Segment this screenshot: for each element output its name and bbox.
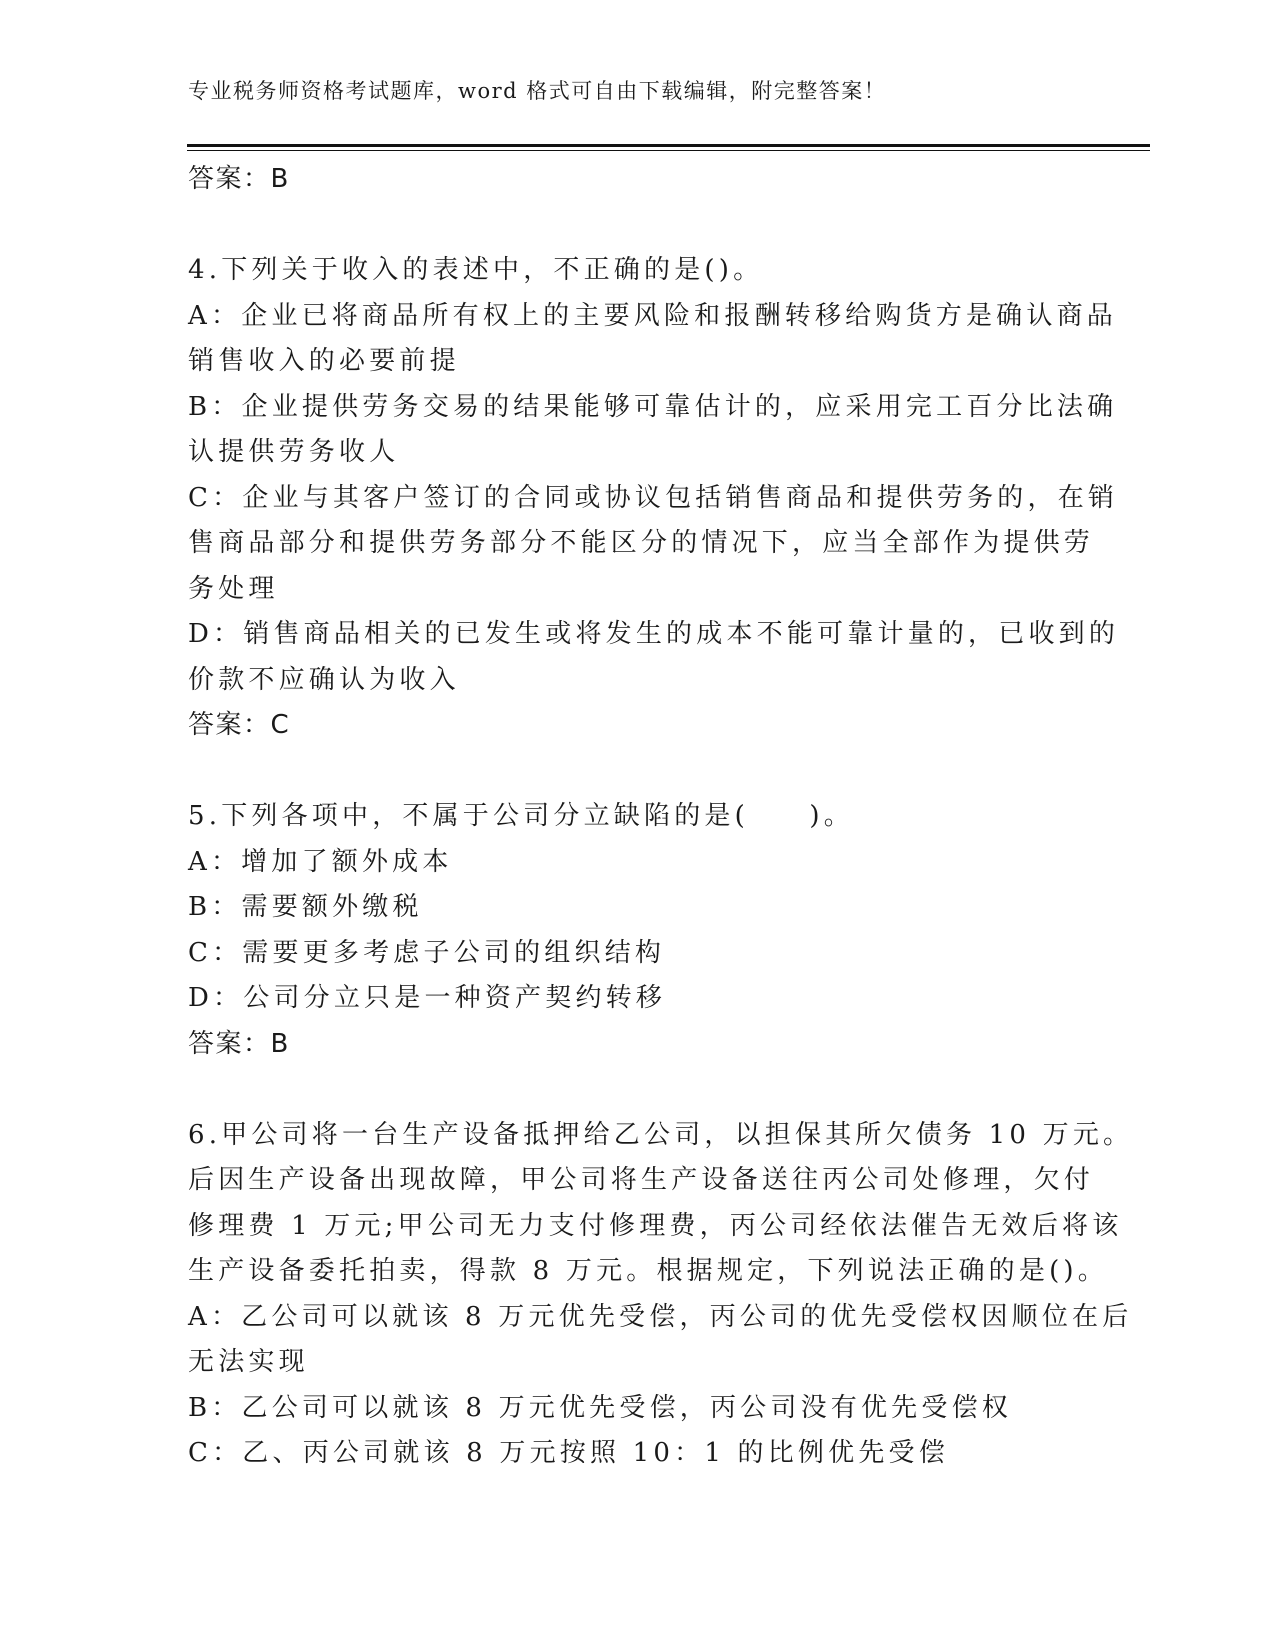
q5-option-d: D：公司分立只是一种资产契约转移 xyxy=(188,983,667,1013)
question-content xyxy=(188,157,1134,1477)
q4-option-b-line2: 认提供劳务收人 xyxy=(188,437,400,467)
q6-stem-line4: 生产设备委托拍卖，得款 8 万元。根据规定，下列说法正确的是()。 xyxy=(188,1256,1108,1286)
q5-option-b: B：需要额外缴税 xyxy=(188,892,423,922)
q4-option-a-line1: A：企业已将商品所有权上的主要风险和报酬转移给购货方是确认商品 xyxy=(188,300,1117,331)
q5-option-c: C：需要更多考虑子公司的组织结构 xyxy=(188,937,666,968)
q4-answer: 答案：C xyxy=(188,710,291,740)
q4-option-a-line2: 销售收入的必要前提 xyxy=(188,346,460,376)
header-rule-thick xyxy=(187,144,1150,147)
q4-option-b-line1: B：企业提供劳务交易的结果能够可靠估计的，应采用完工百分比法确 xyxy=(188,391,1118,422)
spacer xyxy=(188,203,1088,249)
q4-option-c-line2: 售商品部分和提供劳务部分不能区分的情况下，应当全部作为提供劳 xyxy=(188,528,1095,558)
q6-stem-line1: 6.甲公司将一台生产设备抵押给乙公司，以担保其所欠债务 10 万元。 xyxy=(188,1119,1134,1150)
answer-prev: 答案：B xyxy=(188,164,290,194)
spacer xyxy=(188,1067,1088,1113)
q6-option-c: C：乙、丙公司就该 8 万元按照 10：1 的比例优先受偿 xyxy=(188,1438,949,1468)
q6-option-a-line1: A：乙公司可以就该 8 万元优先受偿，丙公司的优先受偿权因顺位在后 xyxy=(188,1301,1133,1332)
spacer xyxy=(188,749,1088,795)
q5-answer: 答案：B xyxy=(188,1028,290,1059)
q6-stem-line2: 后因生产设备出现故障，甲公司将生产设备送往丙公司处修理，欠付 xyxy=(188,1165,1095,1195)
q6-option-b: B：乙公司可以就该 8 万元优先受偿，丙公司没有优先受偿权 xyxy=(188,1392,1012,1423)
q4-option-d-line2: 价款不应确认为收入 xyxy=(188,664,460,695)
q4-option-d-line1: D：销售商品相关的已发生或将发生的成本不能可靠计量的，已收到的 xyxy=(188,619,1120,649)
q5-stem: 5.下列各项中，不属于公司分立缺陷的是( )。 xyxy=(188,801,854,831)
q6-option-a-line2: 无法实现 xyxy=(188,1347,309,1377)
q4-option-c-line3: 务处理 xyxy=(188,573,279,604)
q6-stem-line3: 修理费 1 万元;甲公司无力支付修理费，丙公司经依法催告无效后将该 xyxy=(188,1210,1123,1241)
q4-option-c-line1: C：企业与其客户签订的合同或协议包括销售商品和提供劳务的，在销 xyxy=(188,482,1119,513)
header-rule-thin xyxy=(187,150,1150,151)
page-header: 专业税务师资格考试题库，word 格式可自由下载编辑，附完整答案！ xyxy=(188,79,887,103)
q4-stem: 4.下列关于收入的表述中，不正确的是()。 xyxy=(188,255,764,285)
q5-option-a: A：增加了额外成本 xyxy=(188,846,453,877)
